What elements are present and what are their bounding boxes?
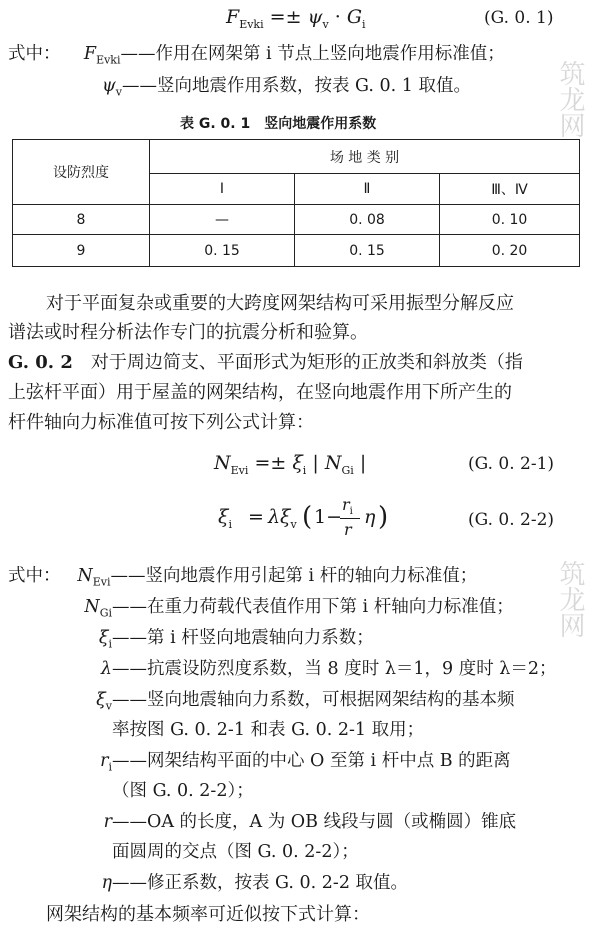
definition-row: $\psi_v——$竖向地震作用系数，按表 G. 0. 1 取值。 xyxy=(102,76,471,99)
table-cell: — xyxy=(150,205,295,235)
seismic-coefficient-table xyxy=(12,139,580,267)
table-cell: 0. 08 xyxy=(295,205,440,235)
definition-continuation: （图 G. 0. 2-2）； xyxy=(112,781,254,801)
table-cell: 9 xyxy=(13,235,150,267)
definition-row: λ——抗震设防烈度系数，当 8 度时 λ＝1，9 度时 λ＝2； xyxy=(100,659,557,679)
clause-g02-line: G. 0. 2 对于周边简支、平面形式为矩形的正放类和斜放类（指 xyxy=(8,352,523,373)
table-row-header: 设防烈度 xyxy=(13,140,150,205)
formula-g01-number: (G. 0. 1) xyxy=(484,8,554,28)
definition-row: $N_{Gi}——$在重力荷载代表值作用下第 i 杆轴向力标准值； xyxy=(84,597,514,620)
definition-row: 式中： $F_{Evki}——$作用在网架第 i 节点上竖向地震作用标准值； xyxy=(8,44,505,67)
definition-row: $r_i——$网架结构平面的中心 O 至第 i 杆中点 B 的距离 xyxy=(100,751,511,774)
table-caption: 表 G. 0. 1 竖向地震作用系数 xyxy=(180,116,377,132)
paragraph-line: 谱法或时程分析法作专门的抗震分析和验算。 xyxy=(8,322,368,343)
watermark: 筑龙网 xyxy=(555,560,585,638)
table-cell: 0. 15 xyxy=(295,235,440,267)
table-row xyxy=(13,205,580,235)
table-column-header: Ⅱ xyxy=(295,174,440,205)
table-cell: 0. 20 xyxy=(440,235,580,267)
definition-row: $\xi_v——$竖向地震轴向力系数，可根据网架结构的基本频 xyxy=(96,690,515,713)
formula-g021-number: (G. 0. 2-1) xyxy=(468,454,555,474)
definition-row: $\xi_i——$第 i 杆竖向地震轴向力系数； xyxy=(98,628,374,651)
paragraph-line: 对于平面复杂或重要的大跨度网架结构可采用振型分解反应 xyxy=(46,293,514,314)
table-cell: 8 xyxy=(13,205,150,235)
table-cell: 0. 10 xyxy=(440,205,580,235)
table-row xyxy=(13,235,580,267)
table-group-header: 场 地 类 别 xyxy=(150,140,580,174)
paragraph-line: 杆件轴向力标准值可按下列公式计算： xyxy=(8,412,314,433)
table-column-header: Ⅲ、Ⅳ xyxy=(440,174,580,205)
formula-g021: $N_{Evi} =\pm \xi_i$ | $N_{Gi}$ | xyxy=(214,452,367,477)
clause-label: G. 0. 2 xyxy=(8,352,73,373)
formula-g01: $F_{Evki} =\pm \psi_v \cdot G_i$ xyxy=(226,6,366,31)
table-column-header: Ⅰ xyxy=(150,174,295,205)
paragraph-line: 上弦杆平面）用于屋盖的网架结构，在竖向地震作用下所产生的 xyxy=(8,382,512,403)
definition-continuation: 面圆周的交点（图 G. 0. 2-2）； xyxy=(112,842,359,862)
definition-row: r——OA 的长度，A 为 OB 线段与圆（或椭圆）锥底 xyxy=(103,812,517,832)
definition-row: η——修正系数，按表 G. 0. 2-2 取值。 xyxy=(101,873,409,893)
paragraph-line: 网架结构的基本频率可近似按下式计算： xyxy=(46,904,370,925)
watermark: 筑龙网 xyxy=(555,60,585,138)
formula-g022-number: (G. 0. 2-2) xyxy=(468,510,555,530)
definition-continuation: 率按图 G. 0. 2-1 和表 G. 0. 2-1 取用； xyxy=(112,720,425,740)
table-cell: 0. 15 xyxy=(150,235,295,267)
definition-row: 式中： $N_{Evi}——$竖向地震作用引起第 i 杆的轴向力标准值； xyxy=(8,566,478,589)
